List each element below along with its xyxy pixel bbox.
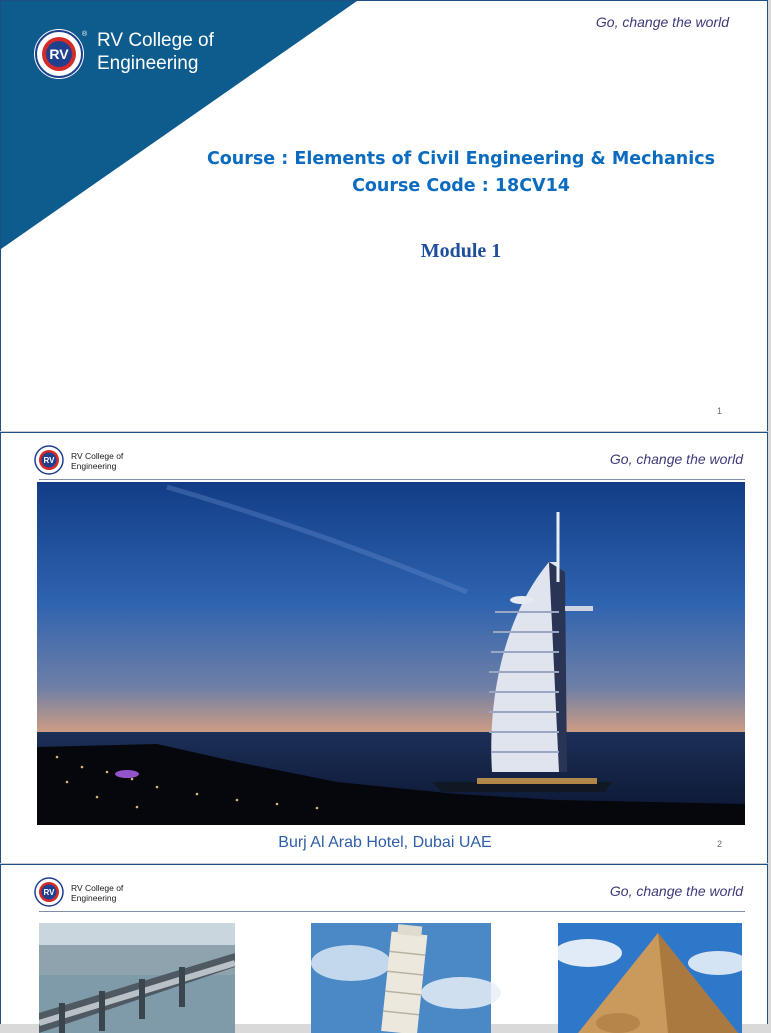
photo-slide <box>0 432 768 864</box>
tagline: Go, change the world <box>609 451 743 467</box>
header-rule <box>39 911 745 912</box>
college-logo-icon <box>34 877 64 907</box>
title-slide <box>0 0 768 432</box>
page-number: 2 <box>717 839 723 849</box>
college-name-line2: Engineering <box>71 461 117 471</box>
dam-photo <box>39 923 235 1033</box>
college-name-line1: RV College of <box>97 30 214 51</box>
course-title-block <box>151 146 771 200</box>
course-code: Course Code : 18CV14 <box>352 176 570 196</box>
module-title: Module 1 <box>420 240 502 262</box>
college-name-line1: RV College of <box>71 883 124 893</box>
college-logo-icon <box>33 28 88 80</box>
college-name-line1: RV College of <box>71 451 124 461</box>
leaning-tower-photo <box>311 923 491 1033</box>
svg-text:RV: RV <box>49 46 69 62</box>
college-name <box>71 451 123 471</box>
pyramid-photo <box>558 923 742 1033</box>
college-name <box>71 883 123 903</box>
svg-text:®: ® <box>82 31 88 38</box>
gallery-slide <box>0 864 768 1024</box>
college-logo-icon <box>34 445 64 475</box>
photo-caption: Burj Al Arab Hotel, Dubai UAE <box>278 834 492 851</box>
college-name <box>97 29 214 75</box>
svg-text:RV: RV <box>43 888 55 897</box>
burj-al-arab-photo <box>37 482 745 825</box>
college-name-line2: Engineering <box>97 53 199 74</box>
svg-text:RV: RV <box>43 456 55 465</box>
page-number: 1 <box>717 406 723 416</box>
course-name: Course : Elements of Civil Engineering & Mechanics <box>206 149 716 169</box>
header-rule <box>39 479 745 480</box>
tagline: Go, change the world <box>609 883 743 899</box>
tagline: Go, change the world <box>595 14 729 30</box>
college-name-line2: Engineering <box>71 893 117 903</box>
